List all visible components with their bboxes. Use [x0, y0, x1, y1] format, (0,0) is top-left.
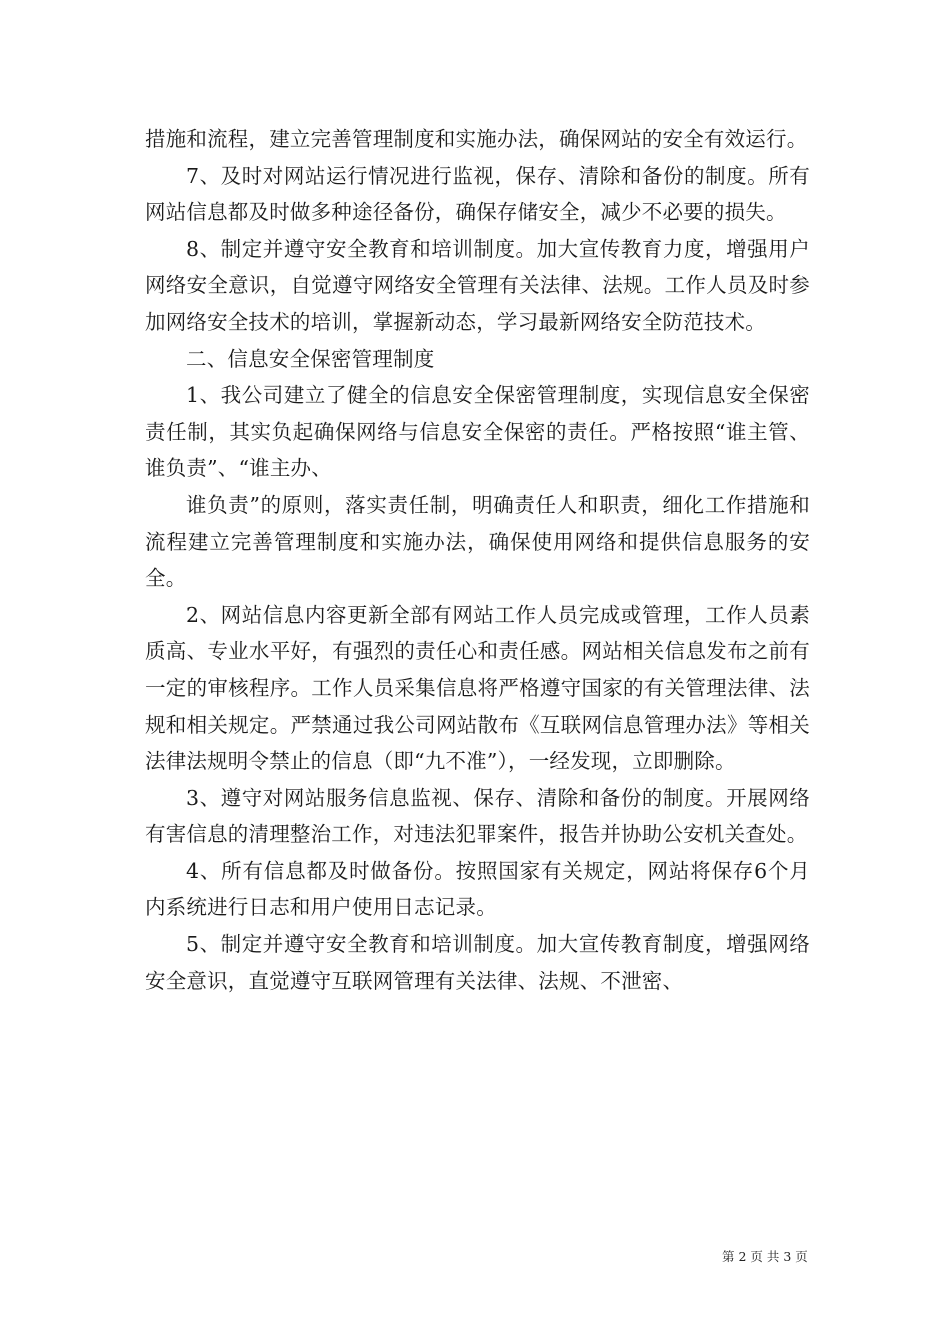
paragraph-7: 2、网站信息内容更新全部有网站工作人员完成或管理，工作人员素质高、专业水平好，有强烈的责任心和责任感。网站相关信息发布之前有一定的审核程序。工作人员采集信息将严格遵守国家的有关管理法律、法规和相关规定。严禁通过我公司网站散布《互联网信息管理办法》等相关法律法规明令禁止的信息（即“九不准”），一经发现，立即删除。	[145, 602, 810, 774]
document-body	[145, 121, 810, 999]
paragraph-9: 4、所有信息都及时做备份。按照国家有关规定，网站将保存6个月内系统进行日志和用户使用日志记录。	[145, 858, 810, 920]
paragraph-8: 3、遵守对网站服务信息监视、保存、清除和备份的制度。开展网络有害信息的清理整治工作，对违法犯罪案件，报告并协助公安机关查处。	[145, 785, 810, 847]
paragraph-2: 7、及时对网站运行情况进行监视，保存、清除和备份的制度。所有网站信息都及时做多种途径备份，确保存储安全，减少不必要的损失。	[145, 163, 810, 225]
page-number-footer: 第 2 页 共 3 页	[722, 1249, 808, 1264]
paragraph-10: 5、制定并遵守安全教育和培训制度。加大宣传教育制度，增强网络安全意识，直觉遵守互联网管理有关法律、法规、不泄密、	[145, 932, 810, 993]
section-heading: 二、信息安全保密管理制度	[186, 346, 435, 371]
paragraph-5: 1、我公司建立了健全的信息安全保密管理制度，实现信息安全保密责任制，其实负起确保网络与信息安全保密的责任。严格按照“谁主管、谁负责”、“谁主办、	[145, 383, 810, 481]
paragraph-6: 谁负责”的原则，落实责任制，明确责任人和职责，细化工作措施和流程建立完善管理制度和实施办法，确保使用网络和提供信息服务的安全。	[145, 492, 810, 591]
paragraph-1: 措施和流程，建立完善管理制度和实施办法，确保网站的安全有效运行。	[145, 127, 808, 151]
paragraph-3: 8、制定并遵守安全教育和培训制度。加大宣传教育力度，增强用户网络安全意识，自觉遵守网络安全管理有关法律、法规。工作人员及时参加网络安全技术的培训，掌握新动态，学习最新网络安全防范技术。	[145, 236, 810, 334]
